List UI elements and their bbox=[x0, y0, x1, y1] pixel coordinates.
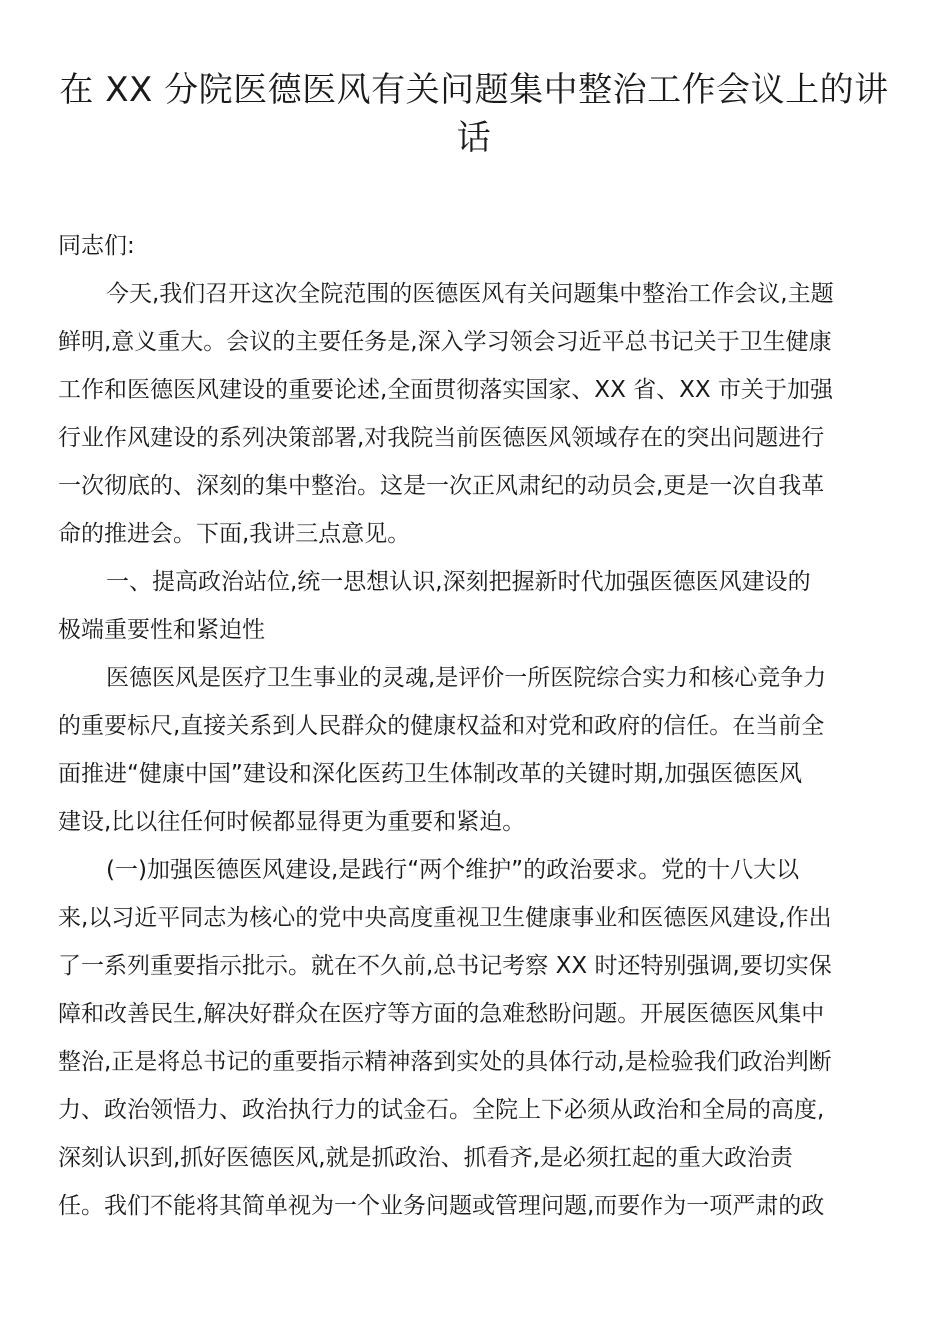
text-line: 面推进“健康中国”建设和深化医药卫生体制改革的关键时期,加强医德医风 bbox=[58, 761, 803, 787]
text-line: 一次彻底的、深刻的集中整治。这是一次正风肃纪的动员会,更是一次自我革 bbox=[58, 473, 825, 499]
text-line: 来,以习近平同志为核心的党中央高度重视卫生健康事业和医德医风建设,作出 bbox=[58, 905, 832, 931]
text-line: (一)加强医德医风建设,是践行“两个维护”的政治要求。党的十八大以 bbox=[106, 857, 800, 883]
document-title bbox=[58, 66, 890, 162]
text-line: 了一系列重要指示批示。就在不久前,总书记考察 XX 时还特别强调,要切实保 bbox=[58, 953, 832, 979]
text-line: 建设,比以往任何时候都显得更为重要和紧迫。 bbox=[58, 809, 526, 835]
text-line: 今天,我们召开这次全院范围的医德医风有关问题集中整治工作会议,主题 bbox=[106, 281, 834, 307]
text-line: 的重要标尺,直接关系到人民群众的健康权益和对党和政府的信任。在当前全 bbox=[58, 713, 825, 739]
text-line: 鲜明,意义重大。会议的主要任务是,深入学习领会习近平总书记关于卫生健康 bbox=[58, 329, 832, 355]
paragraph-subsection-1 bbox=[58, 846, 890, 1230]
text-line: 命的推进会。下面,我讲三点意见。 bbox=[58, 521, 411, 547]
title-line: 话 bbox=[456, 118, 492, 158]
title-line: 在 XX 分院医德医风有关问题集中整治工作会议上的讲 bbox=[59, 70, 889, 110]
text-line: 一、提高政治站位,统一思想认识,深刻把握新时代加强医德医风建设的 bbox=[106, 569, 811, 595]
paragraph-intro bbox=[58, 270, 890, 558]
text-line: 力、政治领悟力、政治执行力的试金石。全院上下必须从政治和全局的高度, bbox=[58, 1097, 825, 1123]
paragraph-body bbox=[58, 654, 890, 846]
section-heading-1 bbox=[58, 558, 890, 654]
text-line: 工作和医德医风建设的重要论述,全面贯彻落实国家、XX 省、XX 市关于加强 bbox=[58, 377, 833, 403]
text-line: 任。我们不能将其简单视为一个业务问题或管理问题,而要作为一项严肃的政 bbox=[58, 1193, 825, 1219]
text-line: 行业作风建设的系列决策部署,对我院当前医德医风领域存在的突出问题进行 bbox=[58, 425, 825, 451]
text-line: 障和改善民生,解决好群众在医疗等方面的急难愁盼问题。开展医德医风集中 bbox=[58, 1001, 825, 1027]
text-line: 极端重要性和紧迫性 bbox=[58, 617, 265, 643]
text-line: 整治,正是将总书记的重要指示精神落到实处的具体行动,是检验我们政治判断 bbox=[58, 1049, 832, 1075]
text-line: 医德医风是医疗卫生事业的灵魂,是评价一所医院综合实力和核心竞争力 bbox=[106, 665, 827, 691]
text-line: 深刻认识到,抓好医德医风,就是抓政治、抓看齐,是必须扛起的重大政治责 bbox=[58, 1145, 793, 1171]
salutation: 同志们: bbox=[58, 233, 135, 259]
